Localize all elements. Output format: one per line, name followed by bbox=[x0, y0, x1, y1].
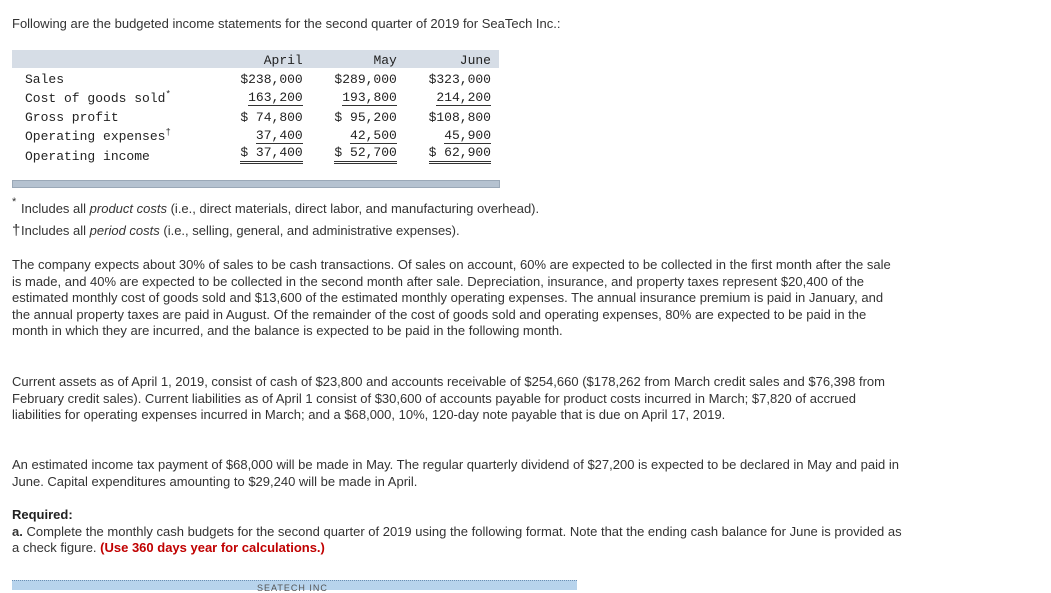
asterisk-mark: * bbox=[165, 89, 171, 100]
statement-header-row bbox=[12, 50, 499, 68]
asterisk-footnote-mark: * bbox=[12, 196, 17, 208]
calculation-note: (Use 360 days year for calculations.) bbox=[100, 540, 325, 555]
gross-profit-may: $ 95,200 bbox=[334, 110, 397, 125]
opex-may: 42,500 bbox=[350, 128, 397, 143]
sales-june: $323,000 bbox=[428, 72, 491, 87]
row-sales bbox=[12, 68, 499, 87]
table-horizontal-scrollbar[interactable] bbox=[12, 180, 500, 188]
paragraph-current-assets: Current assets as of April 1, 2019, consist of cash of $23,800 and accounts receivable of $254,660 ($178,262 from March credit sales and $76,398 from February credit sales). Current liabilities as of April 1 consist of $30,600 of accounts payable for product costs incurred in March; $7,820 of accrued liabilities for operating expenses incurred in March; and a $68,000, 10%, 120-day note payable that is due on April 17, 2019. bbox=[12, 374, 885, 422]
row-operating-expenses bbox=[12, 125, 499, 144]
intro-text: Following are the budgeted income statements for the second quarter of 2019 for SeaTech Inc.: bbox=[12, 16, 561, 31]
dagger-mark: † bbox=[165, 127, 171, 138]
header-june: June bbox=[417, 50, 499, 68]
operating-income-june: $ 62,900 bbox=[429, 144, 491, 164]
row-cogs bbox=[12, 87, 499, 106]
row-label: Operating expenses bbox=[25, 129, 166, 144]
paragraph-collections-payments: The company expects about 30% of sales to be cash transactions. Of sales on account, 60% are expected to be collected in the first month after the sale is made, and 40% are expected to be collected in the second month after sale. Depreciation, insurance, and property taxes represent $20,400 of the estimated monthly cost of goods sold and $13,600 of the estimated monthly operating expenses. The annual insurance premium is paid in January, and the annual property taxes are paid in August. Of the remainder of the cost of goods sold and operating expenses, 80% are expected to be paid in the month in which they are incurred, and the balance is expected to be paid in the following month. bbox=[12, 257, 891, 338]
required-part-a: a. Complete the monthly cash budgets for the second quarter of 2019 using the following format. Note that the ending cash balance for June is provided as a check figure. (Use 360 days year for calculations.) bbox=[12, 523, 902, 555]
row-operating-income bbox=[12, 144, 499, 164]
footnote-period-costs: †Includes all period costs (i.e., selling, general, and administrative expenses). bbox=[12, 222, 460, 239]
income-statement-table bbox=[12, 50, 499, 164]
cogs-april: 163,200 bbox=[248, 90, 303, 105]
cogs-may: 193,800 bbox=[342, 90, 397, 105]
paragraph-tax-dividend: An estimated income tax payment of $68,000 will be made in May. The regular quarterly dividend of $27,200 is expected to be declared in May and paid in June. Capital expenditures amounting to $29,240 will be made in April. bbox=[12, 457, 899, 489]
cash-budget-title: SEATECH INC bbox=[257, 583, 328, 593]
footnote-product-costs: * Includes all product costs (i.e., direct materials, direct labor, and manufacturing overhead). bbox=[12, 196, 540, 216]
cogs-june: 214,200 bbox=[436, 90, 491, 105]
opex-april: 37,400 bbox=[255, 128, 303, 143]
row-gross-profit bbox=[12, 106, 499, 125]
header-april: April bbox=[225, 50, 311, 68]
opex-june: 45,900 bbox=[444, 128, 491, 143]
row-label: Gross profit bbox=[25, 110, 119, 125]
part-a-label: a. bbox=[12, 523, 23, 539]
dagger-footnote-mark: † bbox=[12, 222, 21, 239]
operating-income-may: $ 52,700 bbox=[334, 144, 396, 164]
required-section bbox=[12, 507, 902, 557]
header-may: May bbox=[323, 50, 405, 68]
required-heading: Required: bbox=[12, 507, 73, 522]
gross-profit-june: $108,800 bbox=[428, 110, 491, 125]
row-label: Cost of goods sold bbox=[25, 91, 166, 106]
sales-may: $289,000 bbox=[334, 72, 397, 87]
gross-profit-april: $ 74,800 bbox=[240, 110, 303, 125]
row-label: Sales bbox=[25, 72, 65, 87]
operating-income-april: $ 37,400 bbox=[240, 144, 302, 164]
row-label: Operating income bbox=[25, 149, 150, 164]
sales-april: $238,000 bbox=[240, 72, 303, 87]
